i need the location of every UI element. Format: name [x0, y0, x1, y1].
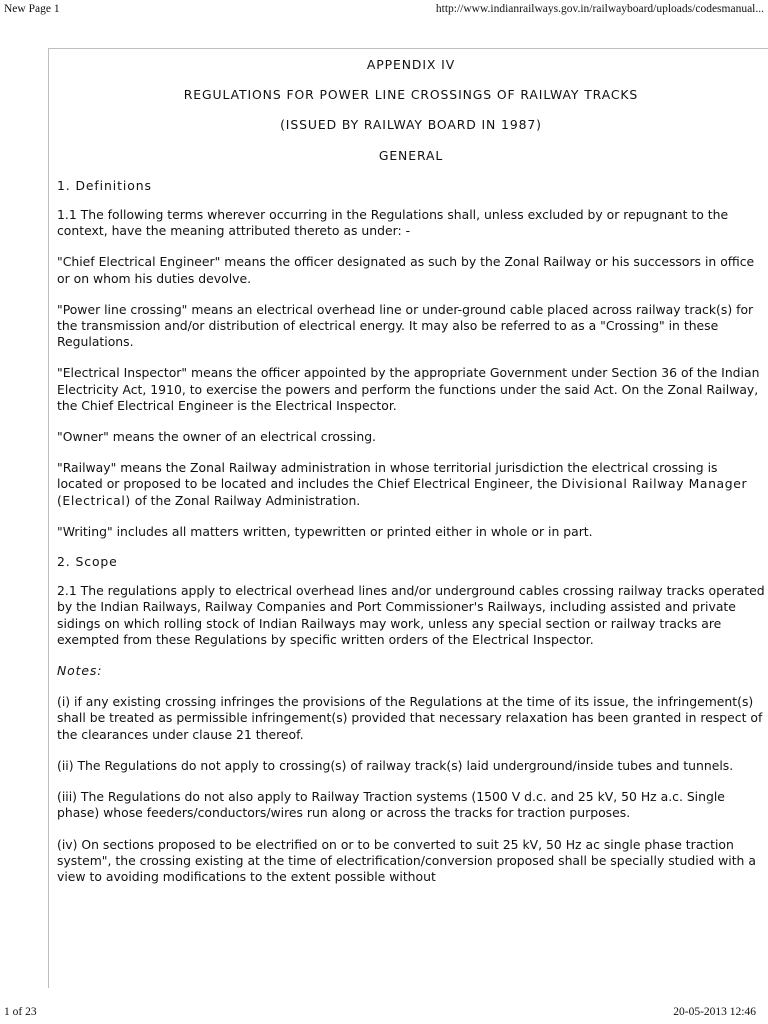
section-definitions-heading: 1. Definitions [57, 177, 152, 193]
definition-owner: "Owner" means the owner of an electrical crossing. [57, 429, 376, 445]
definition-electrical-inspector: "Electrical Inspector" means the officer appointed by the appropriate Government under Section 36 of the Indian Electricity Act, 1910, to exercise the powers and perform the functions under the said Act. On the Zonal Railway, the Chief Electrical Engineer is the Electrical Inspector. [57, 365, 760, 413]
definition-power-line-crossing: "Power line crossing" means an electrical overhead line or under-ground cable placed across railway track(s) for the transmission and/or distribution of electrical energy. It may also be referred to as a "Crossing" in these Regulations. [57, 301, 754, 350]
notes-label: Notes: [57, 663, 103, 679]
page-content-frame [48, 48, 768, 988]
document-title: REGULATIONS FOR POWER LINE CROSSINGS OF RAILWAY TRACKS [183, 87, 639, 103]
print-footer-page-count: 1 of 23 [4, 1006, 37, 1018]
document-body [57, 53, 765, 885]
definition-railway-text-c: of the Zonal Railway Administration. [130, 492, 361, 508]
print-header-url: http://www.indianrailways.gov.in/railwayboard/uploads/codesmanual... [435, 3, 764, 15]
definition-chief-electrical-engineer: "Chief Electrical Engineer" means the officer designated as such by the Zonal Railway or his successors in office or on whom his duties devolve. [57, 254, 755, 286]
definition-railway-text-a: "Railway" means the Zonal Railway administration in whose territorial jurisdiction the electrical crossing is located or proposed to be located and includes the Chief Electrical Engineer, the [57, 460, 718, 492]
definition-writing: "Writing" includes all matters written, typewritten or printed either in whole or in part. [57, 523, 593, 539]
issued-by-line: (ISSUED BY RAILWAY BOARD IN 1987) [280, 117, 542, 133]
paragraph-2-1: 2.1 The regulations apply to electrical overhead lines and/or underground cables crossing railway tracks operated by the Indian Railways, Railway Companies and Port Commissioner's Railways, including assisted and private sidings on which rolling stock of Indian Railways may work, unless any special section or railway tracks are exempted from these Regulations by specific written orders of the Electrical Inspector. [57, 583, 765, 647]
paragraph-1-1: 1.1 The following terms wherever occurring in the Regulations shall, unless excluded by or repugnant to the context, have the meaning attributed thereto as under: - [57, 207, 729, 239]
appendix-heading: APPENDIX IV [366, 57, 456, 72]
print-footer-datetime: 20-05-2013 12:46 [673, 1006, 756, 1018]
note-ii: (ii) The Regulations do not apply to crossing(s) of railway track(s) laid underground/inside tubes and tunnels. [57, 757, 734, 773]
section-scope-heading: 2. Scope [57, 554, 118, 570]
note-iii: (iii) The Regulations do not also apply to Railway Traction systems (1500 V d.c. and 25 kV, 50 Hz a.c. Single phase) whose feeders/conductors/wires run along or across the tracks for traction purposes. [57, 789, 725, 821]
definition-railway [57, 460, 765, 509]
definition-railway-text-b: Divisional Railway Manager (Electrical) [57, 476, 748, 508]
general-heading: GENERAL [378, 147, 444, 163]
note-iv: (iv) On sections proposed to be electrified on or to be converted to suit 25 kV, 50 Hz ac single phase traction system", the crossing existing at the time of electrification/conversion proposed shall be specially studied with a view to avoiding modifications to the extent possible without [57, 836, 756, 884]
print-header-title: New Page 1 [4, 3, 60, 15]
note-i: (i) if any existing crossing infringes the provisions of the Regulations at the time of its issue, the infringement(s) shall be treated as permissible infringement(s) provided that necessary relaxation has been granted in respect of the clearances under clause 21 thereof. [57, 694, 763, 742]
